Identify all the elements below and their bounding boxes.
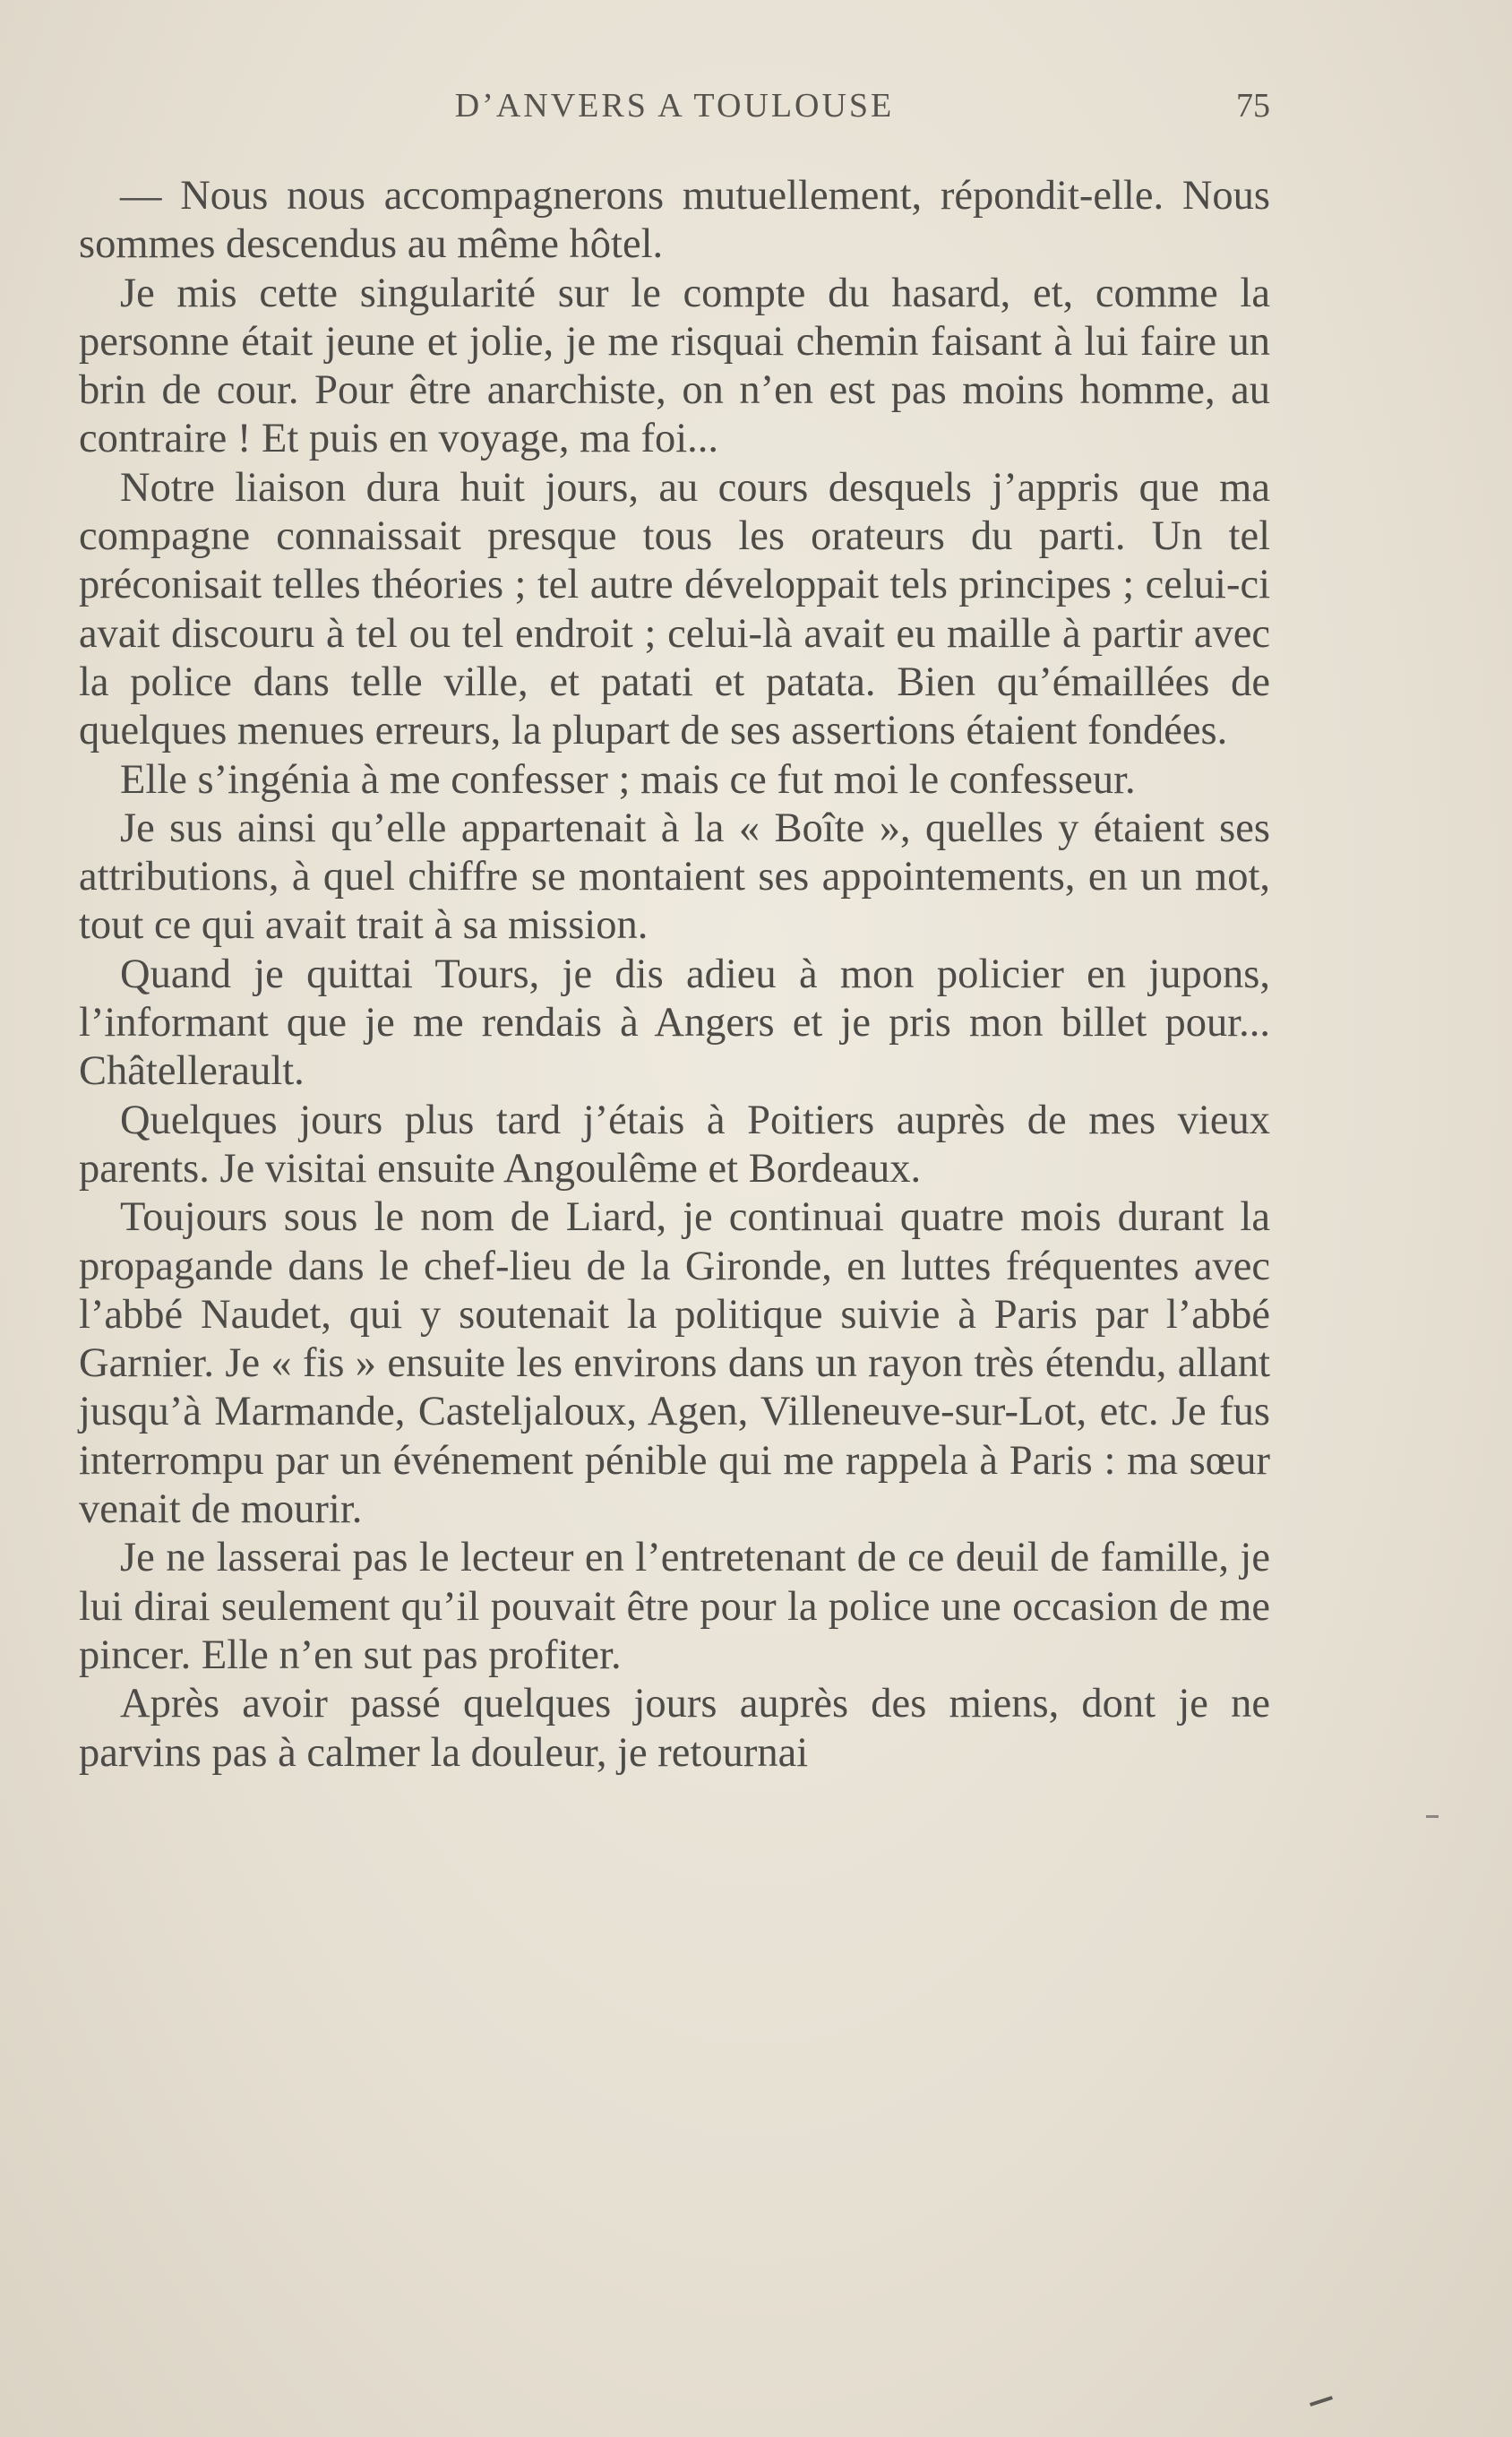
paragraph-5: Je sus ainsi qu’elle appartenait à la « Boîte », quelles y étaient ses attributions, à quel chiffre se montaient ses appointements, en un mot, tout ce qui avait trait à sa mission. bbox=[79, 805, 1270, 949]
body-text bbox=[79, 172, 1270, 1778]
paragraph-7: Quelques jours plus tard j’étais à Poitiers auprès de mes vieux parents. Je visitai ensuite Angoulême et Bordeaux. bbox=[79, 1097, 1270, 1192]
paragraph-4: Elle s’ingénia à me confesser ; mais ce fut moi le confesseur. bbox=[120, 756, 1136, 803]
paragraph-9: Je ne lasserai pas le lecteur en l’entretenant de ce deuil de famille, je lui dirai seulement qu’il pouvait être pour la police une occasion de me pincer. Elle n’en sut pas profiter. bbox=[79, 1535, 1270, 1678]
paragraph-6: Quand je quittai Tours, je dis adieu à mon policier en jupons, l’informant que je me rendais à Angers et je pris mon billet pour... Châtellerault. bbox=[79, 951, 1270, 1095]
page-header bbox=[79, 86, 1270, 140]
paragraph-2: Je mis cette singularité sur le compte du hasard, et, comme la personne était jeune et jolie, je me risquai chemin faisant à lui faire un brin de cour. Pour être anarchiste, on n’en est pas moins homme, au contraire ! Et puis en voyage, ma foi... bbox=[79, 270, 1270, 462]
corner-mark bbox=[1310, 2396, 1333, 2407]
paragraph-3: Notre liaison dura huit jours, au cours desquels j’appris que ma compagne connaissait presque tous les orateurs du parti. Un tel préconisait telles théories ; tel autre développait tels principes ; celui-ci avait discouru à tel ou tel endroit ; celui-là avait eu maille à partir avec la police dans telle ville, et patati et patata. Bien qu’émaillées de quelques menues erreurs, la plupart de ses assertions étaient fondées. bbox=[79, 464, 1270, 754]
paragraph-10: Après avoir passé quelques jours auprès des miens, dont je ne parvins pas à calmer la douleur, je retournai bbox=[79, 1681, 1270, 1776]
running-title: D’ANVERS A TOULOUSE bbox=[454, 87, 895, 125]
page-number: 75 bbox=[1236, 87, 1270, 125]
paragraph-1: — Nous nous accompagnerons mutuellement, répondit-elle. Nous sommes descendus au même hôtel. bbox=[79, 173, 1270, 268]
margin-mark bbox=[1426, 1815, 1439, 1818]
paragraph-8: Toujours sous le nom de Liard, je continuai quatre mois durant la propagande dans le chef-lieu de la Gironde, en luttes fréquentes avec l’abbé Naudet, qui y soutenait la politique suivie à Paris par l’abbé Garnier. Je « fis » ensuite les environs dans un rayon très étendu, allant jusqu’à Marmande, Casteljaloux, Agen, Villeneuve-sur-Lot, etc. Je fus interrompu par un événement pénible qui me rappela à Paris : ma sœur venait de mourir. bbox=[79, 1194, 1270, 1533]
